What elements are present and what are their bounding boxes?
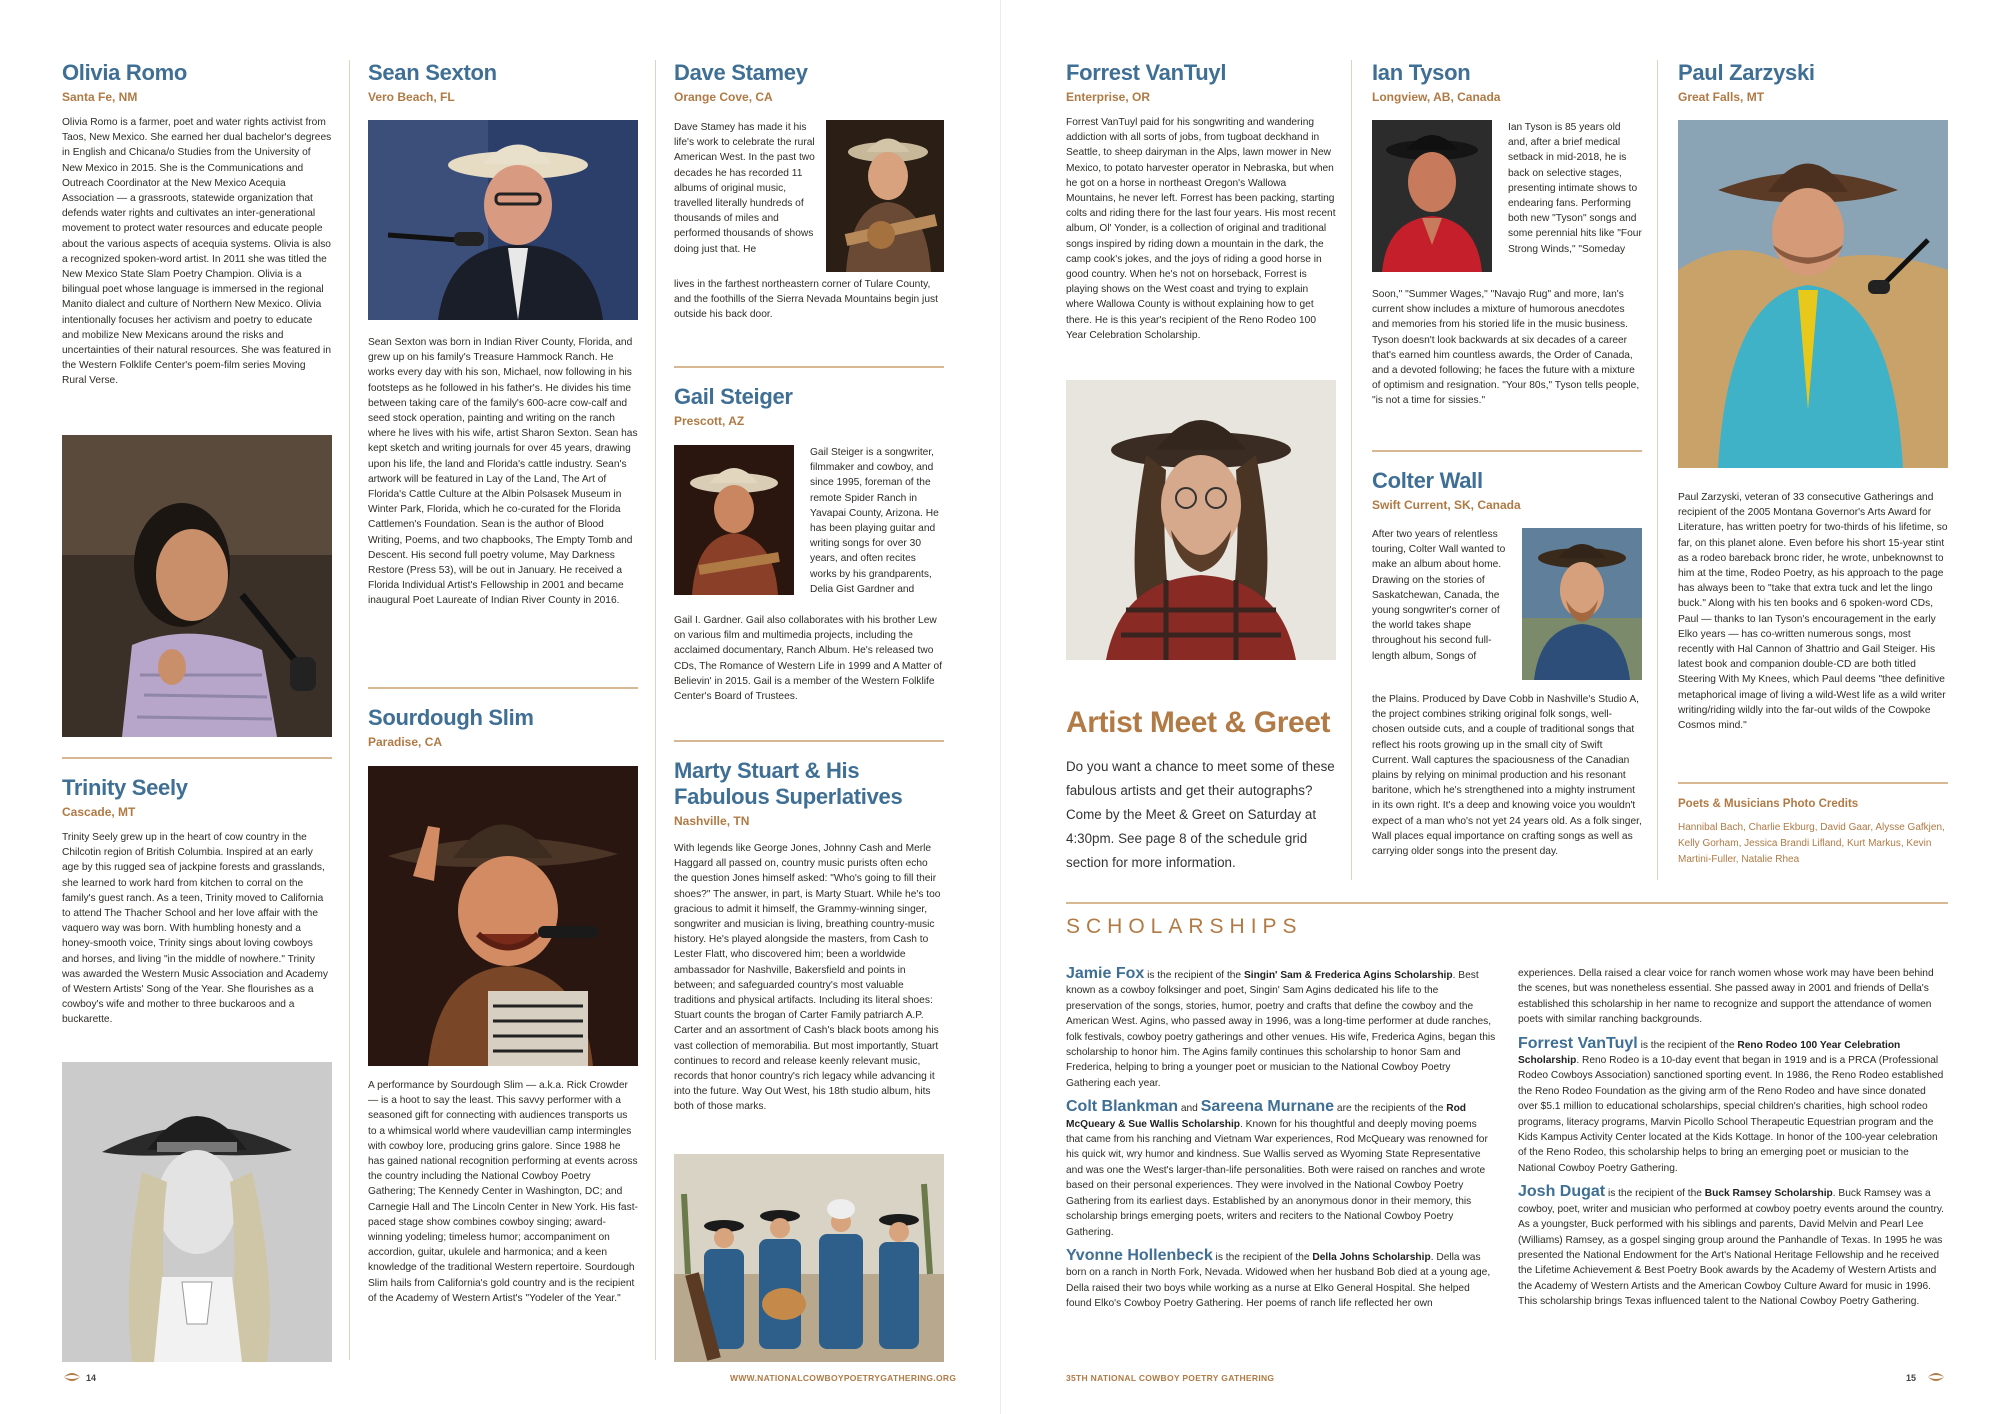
photo-forrest-vantuyl (1066, 380, 1336, 660)
artist-bio: the Plains. Produced by Dave Cobb in Nashville's Studio A, the project combines striking original folk songs, well-chosen outside cuts, and a couple of traditional songs that reflect his roots growing up in the small city of Swift Current. Wall captures the spaciousness of the Canadian plains by relying on minimal production and his resonant baritone, which he's strengthened into a mighty instrument in its own right. It's a deep and knowing voice you wouldn't expect of a man who's not yet 24 years old. As a folk singer, Wall places equal importance on crafting songs as well as carrying older songs into the present day. (1372, 694, 1642, 858)
scholarship-della-continued: experiences. Della raised a clear voice for ranch women whose work may have been behind the scenes, but was nonetheless essential. She passed away in 2001 and friends of Della's established this scholarship in her name to recognize and support the attendance of women poets with similar ranching backgrounds. (1518, 968, 1934, 1026)
artist-colter-wall-header (1372, 468, 1642, 528)
recipient-name: Jamie Fox (1066, 966, 1145, 982)
page-gutter (1000, 0, 1001, 1414)
artist-name: Dave Stamey (674, 60, 808, 85)
scholarship-jamie-fox: Jamie Fox is the recipient of the Singin' Sam & Frederica Agins Scholarship. Best known as a cowboy folksinger and poet, Singin' Sam Agins dedicated his life to the preservation of the songs, stories, humor, poetry and crafts that define the cowboy and the American West. Agins, who passed away in 1996, was a long-time performer at dude ranches, folk festivals, cowboy poetry gatherings and other venues. His wife, Frederica Agins, began this scholarship to honor him. The Agins family continues this scholarship to honor Sam and Frederica, helping to bring a younger poet or musician to the National Cowboy Poetry Gathering each year. (1066, 966, 1496, 1089)
section-rule (368, 687, 638, 689)
award-name: Rod McQueary & Sue Wallis Scholarship (1066, 1103, 1467, 1130)
artist-bio: A performance by Sourdough Slim — a.k.a. Rick Crowder — is a hoot to say the least. This savvy performer with a seasoned gift for connecting with audiences transports us to a whimsical world where vaudevillian camp intermingles with cowboy lore, producing grins galore. Since 1988 he has gained national recognition performing at events across the country including the National Cowboy Poetry Gathering; The Kennedy Center in Washington, DC; and Carnegie Hall and The Lincoln Center in New York. His fast-paced stage show combines cowboy singing; award-winning yodeling; timeless humor; accompaniment on accordion, guitar, ukulele and harmonica; and a keen knowledge of the traditional Western repertoire. Sourdough Slim hails from California's gold country and is the recipient of the Academy of Western Artist's "Yodeler of the Year." (368, 1080, 638, 1304)
photo-ian-tyson (1372, 120, 1492, 272)
credits-title: Poets & Musicians Photo Credits (1678, 798, 1859, 810)
scholarship-forrest-vantuyl: Forrest VanTuyl is the recipient of the Reno Rodeo 100 Year Celebration Scholarship. Reno Rodeo is a 10-day event that began in 1919 and is a PRCA (Professional Rodeo Cowboys Association) sanctioned sporting event. In 1986, the Reno Rodeo established the Reno Rodeo Foundation as the giving arm of the Reno Rodeo and have since donated over $5.1 million to educational scholarships, special children's charities, high school rodeo programs, literacy programs, Marvin Picollo School Therapeutic Equestrian program and the Kids Kampus Activity Center located at the Kids Kottage. In honor of the 100-year celebration of the Reno Rodeo, this scholarship helps to bring an emerging poet or musician to the National Cowboy Poetry Gathering. (1518, 1034, 1944, 1174)
artist-location: Swift Current, SK, Canada (1372, 498, 1521, 512)
artist-paul-zarzyski (1678, 490, 1948, 760)
horseshoe-ornament-icon (1926, 1371, 1946, 1383)
artist-trinity-seely (62, 775, 332, 1055)
scholarships-right-column (1518, 966, 1948, 1361)
artist-bio: lives in the farthest northeastern corner of Tulare County, and the foothills of the Sierra Nevada Mountains begin just outside his back door. (674, 279, 938, 321)
recipient-name: Forrest VanTuyl (1518, 1034, 1638, 1052)
scholarships-title: SCHOLARSHIPS (1066, 915, 1303, 938)
artist-dave-stamey-bio-top (674, 120, 819, 280)
artist-bio: Gail I. Gardner. Gail also collaborates with his brother Lew on various film and multimedia projects, including the acclaimed documentary, Ranch Album. He's released two CDs, The Romance of Western Life in 1999 and A Matter of Believin' in 2015. Gail is a member of the Western Folklife Center's Board of Trustees. (674, 615, 943, 703)
horseshoe-ornament-icon (62, 1371, 82, 1383)
artist-location: Santa Fe, NM (62, 90, 138, 104)
photo-credits (1678, 798, 1948, 880)
artist-sean-sexton (368, 335, 638, 670)
artist-bio: Ian Tyson is 85 years old and, after a brief medical setback in mid-2018, he is back on selective stages, presenting intimate shows to endearing fans. Performing both new "Tyson" songs and some perennial hits like "Four Strong Winds," "Someday (1508, 122, 1642, 255)
artist-paul-zarzyski-header (1678, 60, 1948, 120)
artist-name: Ian Tyson (1372, 60, 1471, 85)
artist-bio: Forrest VanTuyl paid for his songwriting and wandering addiction with all sorts of jobs, from tugboat deckhand in Seattle, to sheep dairyman in the Alps, lawn mower in New Mexico, to potato harvester operator in Nebraska, but when he got on a horse in northeast Oregon's Wallowa Mountains, he never left. Forrest has been packing, starting colts and riding there for the last four years. His most recent album, Ol' Yonder, is a collection of original and traditional songs inspired by riding down a mountain in the dark, the camp cook's jokes, and the joys of riding a good horse in good country. When he's not on horseback, Forrest is playing shows on the West coast and trying to explain where Wallowa County is without explaining how to get there. He is this year's recipient of the Reno Rodeo 100 Year Celebration Scholarship. (1066, 117, 1336, 341)
photo-trinity-seely (62, 1062, 332, 1362)
artist-name: Marty Stuart & His (674, 758, 860, 783)
artist-name: Olivia Romo (62, 60, 188, 85)
photo-sourdough-slim (368, 766, 638, 1066)
artist-bio: Soon," "Summer Wages," "Navajo Rug" and more, Ian's current show includes a mixture of humorous anecdotes and memories from his storied life in the music business. Tyson doesn't look backwards at six decades of a career that's earned him countless awards, the Order of Canada, and a devoted following; he faces the future with a mixture of optimism and resignation. "Your 80s," Tyson tells people, "is not a time for sissies." (1372, 289, 1640, 407)
artist-marty-stuart (674, 841, 944, 1146)
artist-dave-stamey-bio-rest (674, 277, 944, 337)
section-rule (62, 757, 332, 759)
award-name: Della Johns Scholarship (1312, 1251, 1431, 1263)
award-name: Reno Rodeo 100 Year Celebration Scholarship (1518, 1039, 1901, 1067)
meet-and-greet (1066, 705, 1336, 885)
artist-location: Longview, AB, Canada (1372, 90, 1501, 104)
artist-bio: Trinity Seely grew up in the heart of cow country in the Chilcotin region of British Columbia. Inspired at an early age by this rugged sea of jackpine forests and grasslands, she learned to work hard from kitchen to corral on the family's guest ranch. As a teen, Trinity moved to California to attend The Thacher School and her love affair with the vaquero way was born. With humbling honesty and a honey-smooth voice, Trinity sings about loving cowboys and horses, and living "in the middle of nowhere." Trinity was awarded the Western Music Association and Academy of Western Artists' Song of the Year. She flourishes as a cowboy's wife and mother to three buckaroos and a buckarette. (62, 832, 328, 1026)
column-divider (1657, 60, 1658, 880)
artist-location: Orange Cove, CA (674, 90, 773, 104)
column-divider (655, 60, 656, 1360)
artist-sourdough-slim-header (368, 705, 638, 765)
column-divider (1351, 60, 1352, 880)
recipient-name: Yvonne Hollenbeck (1066, 1246, 1213, 1264)
photo-olivia-romo (62, 435, 332, 737)
artist-location: Great Falls, MT (1678, 90, 1765, 104)
artist-location: Prescott, AZ (674, 414, 745, 428)
artist-bio: Gail Steiger is a songwriter, filmmaker and cowboy, and since 1995, foreman of the remote Spider Ranch in Yavapai County, Arizona. He has been playing guitar and writing songs for over 30 years, and often recites works by his grandparents, Delia Gist Gardner and (810, 447, 939, 595)
section-rule (1678, 782, 1948, 784)
artist-bio: With legends like George Jones, Johnny Cash and Merle Haggard all passed on, country music purists often echo the question Jones himself asked: "Who's going to fill their shoes?" The answer, in part, is Marty Stuart. While he's too gracious to admit it himself, the Grammy-winning singer, songwriter and musician is living, breathing country-music history. He's played alongside the masters, from Cash to Lester Flatt, who discovered him; been a worldwide ambassador for Nashville, Bakersfield and points in between; and safeguarded country's most valuable traditions and physical artifacts. Including its literal shoes: Stuart counts the brogan of Carter Family patriarch A.P. Carter and an assortment of Cash's black boots among his vast collection of memorabilia. But most importantly, Stuart continues to record and release keenly relevant music, records that honor country's rich legacy while advancing it into the future. Way Out West, his 18th studio album, hits both of those marks. (674, 843, 941, 1113)
artist-bio: After two years of relentless touring, Colter Wall wanted to make an album about home. Drawing on the stories of Saskatchewan, Canada, the young songwriter's corner of the world takes shape throughout his second full-length album, Songs of (1372, 529, 1506, 662)
scholarship-josh-dugat: Josh Dugat is the recipient of the Buck Ramsey Scholarship. Buck Ramsey was a cowboy, poet, writer and musician who performed at cowboy poetry events around the country. As a youngster, Buck performed with his siblings and parents, David Melvin and Pearl Lee (Williams) Ramsey, as a gospel singing group around the Panhandle of Texas. In 1995 he was presented the National Endowment for the Art's National Heritage Fellowship and he received the Lifetime Achievement & Best Poetry Book awards by the Academy of Western Artists and the Academy of Western Artists and the American Cowboy Culture Award for music in 1996. This scholarship brings Texas influenced talent to the National Cowboy Poetry Gathering. (1518, 1183, 1945, 1308)
photo-marty-stuart-band (674, 1154, 944, 1362)
artist-marty-stuart-header (674, 758, 944, 842)
artist-location: Paradise, CA (368, 735, 443, 749)
artist-location: Enterprise, OR (1066, 90, 1151, 104)
page-number-left: 14 (86, 1373, 97, 1383)
artist-olivia-romo (62, 60, 332, 430)
award-name: Buck Ramsey Scholarship (1704, 1188, 1833, 1200)
artist-name: Forrest VanTuyl (1066, 60, 1227, 85)
scholarship-yvonne-hollenbeck: Yvonne Hollenbeck is the recipient of the Della Johns Scholarship. Della was born on a ranch in North Fork, Nevada. Widowed when her husband Bob died at a young age, Della raised their two boys while working as a nurse at Elko General Hospital. She helped found Elko's Cowboy Poetry Gathering. Her poems of ranch life reflected her own (1066, 1246, 1491, 1310)
artist-location: Vero Beach, FL (368, 90, 455, 104)
recipient-name: Josh Dugat (1518, 1183, 1606, 1201)
artist-forrest-vantuyl (1066, 60, 1336, 365)
artist-location: Cascade, MT (62, 805, 136, 819)
meet-greet-title: Artist Meet & Greet (1066, 706, 1331, 739)
artist-name: Colter Wall (1372, 468, 1483, 493)
artist-name: Sean Sexton (368, 60, 497, 85)
scholarships-left-column (1066, 966, 1496, 1361)
artist-bio: Olivia Romo is a farmer, poet and water rights activist from Taos, New Mexico. She earned her dual bachelor's degrees in English and Chicana/o Studies from the University of New Mexico in 2015. She is the Communications and Outreach Coordinator at the New Mexico Acequia Association — a grassroots, statewide organization that defends water rights and cultivates an inter-generational movement to protect water resources and educate people about the various aspects of acequia systems. Olivia is also a recognized spoken-word artist. In 2011 she was titled the New Mexico State Slam Poetry Champion. Olivia is a bilingual poet whose language is immersed in the regional Manito dialect and culture of Northern New Mexico. Olivia intentionally focuses her activism and poetry to educate and mobilize New Mexicans around the risks and uncertainties of their natural resources. She was featured in the Western Folklife Center's poem-film series Moving Rural Verse. (62, 117, 332, 387)
recipient-name: Colt Blankman (1066, 1098, 1179, 1116)
section-rule (674, 366, 944, 368)
scholarships-rule (1066, 902, 1948, 904)
meet-greet-body: Do you want a chance to meet some of these fabulous artists and get their autographs? Come by the Meet & Greet on Saturday at 4:30pm. See page 8 of the schedule grid section for more information. (1066, 759, 1335, 870)
photo-dave-stamey (826, 120, 944, 272)
page-number-right: 15 (1906, 1373, 1917, 1383)
footer-event-name: 35TH NATIONAL COWBOY POETRY GATHERING (1066, 1373, 1275, 1383)
artist-ian-tyson-header (1372, 60, 1642, 120)
scholarship-colt-sareena: Colt Blankman and Sareena Murnane are the recipients of the Rod McQueary & Sue Wallis Scholarship. Known for his thoughtful and deeply moving poems that came from his ranching and Vietnam War experiences, Rod McQueary was renowned for his quick wit, wry humor and kindness. Sue Wallis served as Wyoming State Representative and was one the West's larger-than-life personalities. Both were raised on ranches and wrote based on their personal experiences. They were involved in the National Cowboy Poetry Gathering from its earliest days. Established by an anonymous donor in their memory, this scholarship brings emerging poets, writers and reciters to the National Cowboy Poetry Gathering. (1066, 1098, 1488, 1238)
recipient-name-2: Sareena Murnane (1200, 1098, 1335, 1116)
artist-colter-wall-bio-top (1372, 527, 1512, 697)
photo-paul-zarzyski (1678, 120, 1948, 468)
credits-names: Hannibal Bach, Charlie Ekburg, David Gaar, Alysse Gafkjen, Kelly Gorham, Jessica Brandi Lifland, Kurt Markus, Kevin Martini-Fuller, Natalie Rhea (1678, 822, 1945, 865)
artist-name: Sourdough Slim (368, 705, 534, 730)
artist-name: Paul Zarzyski (1678, 60, 1815, 85)
column-divider (349, 60, 350, 1360)
artist-name: Trinity Seely (62, 775, 188, 800)
artist-sourdough-slim (368, 1078, 638, 1363)
artist-gail-steiger-bio-rest (674, 613, 944, 738)
artist-bio: Sean Sexton was born in Indian River County, Florida, and grew up on his family's Treasure Hammock Ranch. He works every day with his son, Michael, now following in his footsteps as he followed in his father's. He divides his time between taking care of the family's 600-acre cow-calf and seed stock operation, painting and writing on the ranch where he lives with his wife, artist Sharon Sexton. Sean has kept sketch and writing journals for over 45 years, drawing upon his life, the land and Florida's cattle industry. Sean's artwork will be featured in Lay of the Land, The Art of Florida's Cattle Culture at the Albin Polsasek Museum in Winter Park, Florida, which he co-curated for the Florida Cattlemen's Foundation. Sean is the author of Blood Writing, Poems, and two chapbooks, The Empty Tomb and Descent. His second full poetry volume, May Darkness Restore (Press 53), will be out in January. He received a Florida Individual Artist's Fellowship in 2001 and became inaugural Poet Laureate of Indian River County in 2016. (368, 337, 638, 607)
artist-sean-sexton-header (368, 60, 638, 120)
artist-gail-steiger-bio-top (810, 445, 944, 617)
section-rule (674, 740, 944, 742)
photo-gail-steiger (674, 445, 794, 595)
artist-bio: Paul Zarzyski, veteran of 33 consecutive Gatherings and recipient of the 2005 Montana Governor's Arts Award for Literature, has written poetry for two-thirds of his lifetime, so far, on this planet alone. Even before his short 15-year stint as a rodeo bareback bronc rider, he wrote, unbeknownst to him at the time, Rodeo Poetry, as his approach to the page has always been to "take that extra tuck and let the lingo buck." Along with his ten books and 6 spoken-word CDs, Paul — thanks to Ian Tyson's encouragement in the early Elko years — has co-written numerous songs, most recently with Hal Cannon of 3hattrio and Gail Steiger. His latest book and companion double-CD are both titled Steering With My Knees, which Paul deems "thee definitive metaphorical image of living a wild-West life as a wild writer writing/riding wildly into the far-out wilds of the Cowpoke Cosmos mind." (1678, 492, 1948, 732)
artist-ian-tyson-bio-top (1508, 120, 1642, 290)
section-rule (1372, 450, 1642, 452)
artist-location: Nashville, TN (674, 814, 750, 828)
artist-bio: Dave Stamey has made it his life's work to celebrate the rural American West. In the past two decades he has recorded 11 albums of original music, travelled literally hundreds of thousands of miles and performed thousands of shows doing just that. He (674, 122, 815, 255)
artist-colter-wall-bio-rest (1372, 692, 1642, 882)
photo-sean-sexton (368, 120, 638, 320)
footer-website: WWW.NATIONALCOWBOYPOETRYGATHERING.ORG (730, 1373, 957, 1383)
artist-dave-stamey-header (674, 60, 944, 120)
artist-gail-steiger-header (674, 384, 944, 444)
artist-name: Gail Steiger (674, 384, 793, 409)
award-name: Singin' Sam & Frederica Agins Scholarship (1243, 970, 1453, 981)
artist-ian-tyson-bio-rest (1372, 287, 1642, 422)
artist-name-line2: Fabulous Superlatives (674, 784, 903, 809)
photo-colter-wall (1522, 528, 1642, 680)
